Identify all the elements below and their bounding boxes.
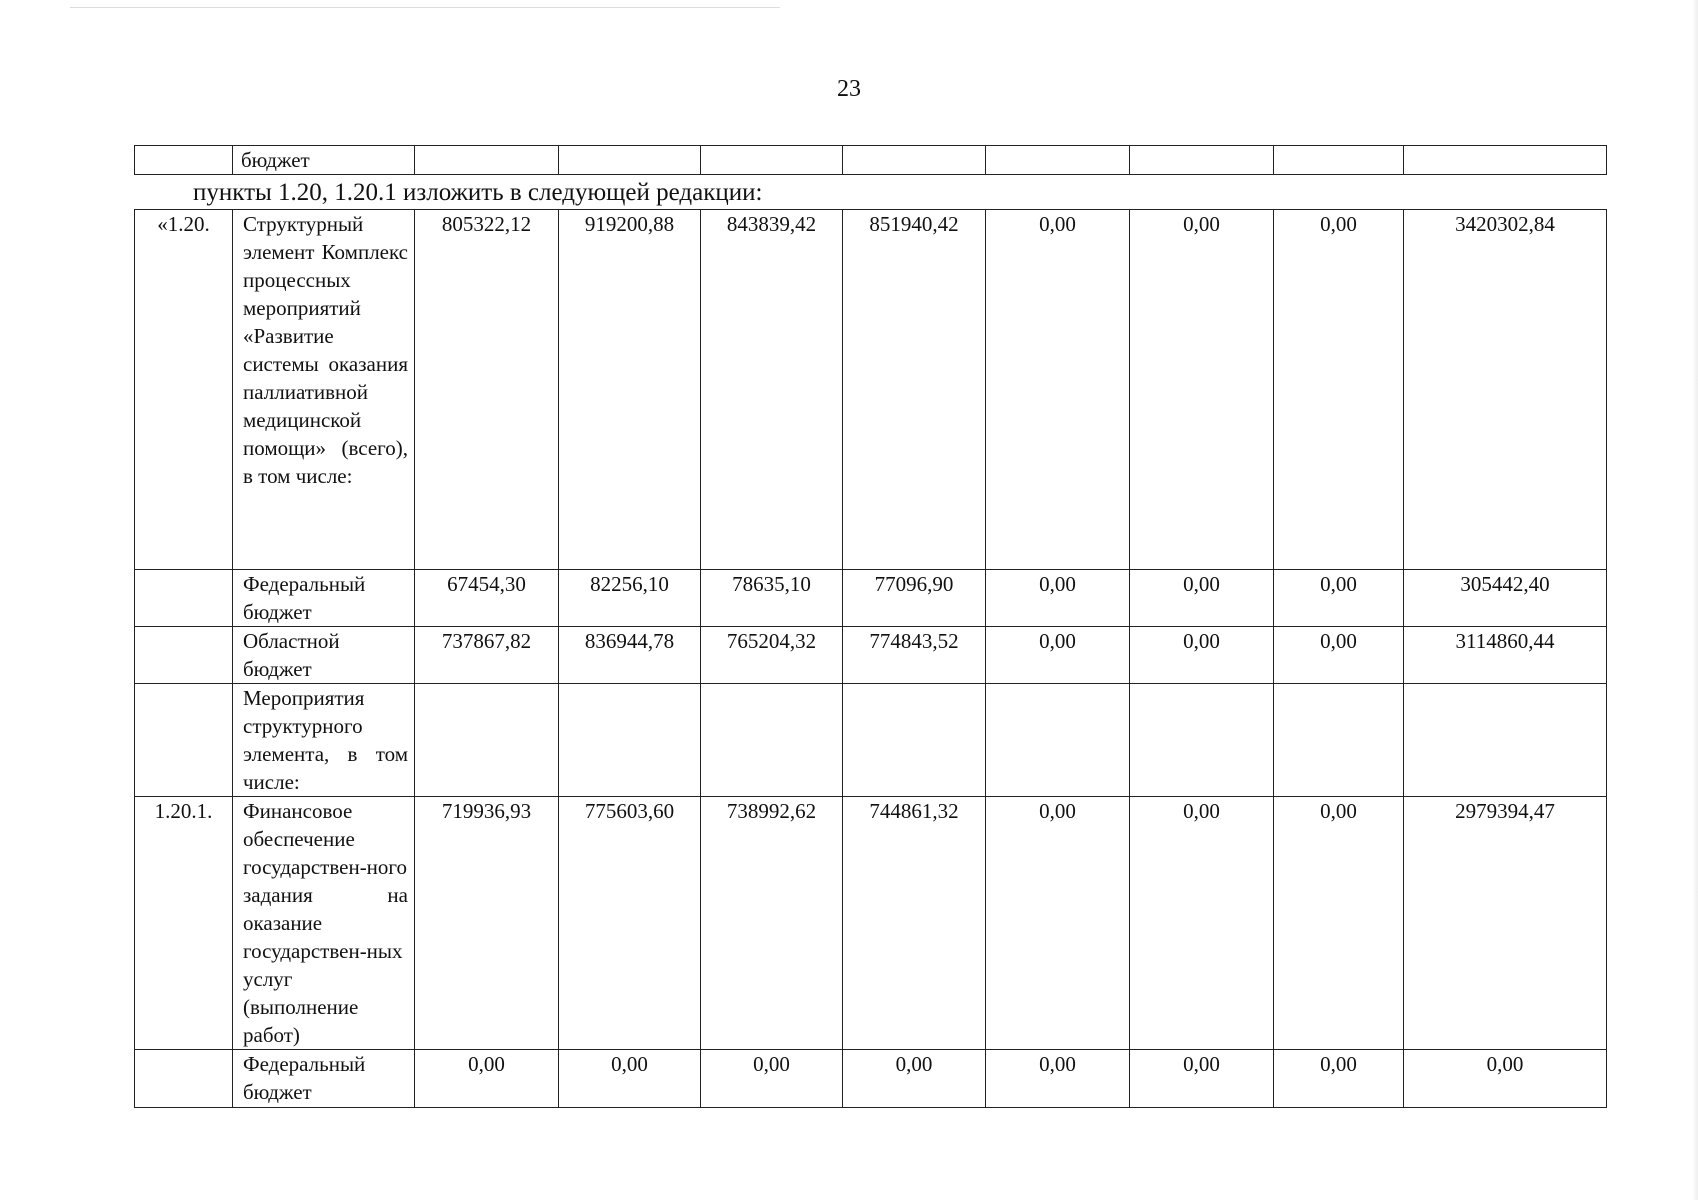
row-number xyxy=(135,1050,233,1108)
row-value: 67454,30 xyxy=(415,570,559,627)
row-value: 737867,82 xyxy=(415,627,559,684)
row-name: Федеральный бюджет xyxy=(233,570,415,627)
cell-value xyxy=(1130,146,1274,175)
row-value: 0,00 xyxy=(415,1050,559,1108)
continuation-table xyxy=(134,145,1607,175)
scan-artifact-line xyxy=(70,7,780,8)
page-number: 23 xyxy=(837,76,861,102)
table-row xyxy=(135,797,1607,1050)
row-value xyxy=(415,684,559,797)
row-value: 78635,10 xyxy=(701,570,843,627)
row-number: 1.20.1. xyxy=(135,797,233,1050)
row-name: Областной бюджет xyxy=(233,627,415,684)
row-value: 0,00 xyxy=(843,1050,986,1108)
row-value: 3420302,84 xyxy=(1404,210,1607,570)
table-row xyxy=(135,570,1607,627)
table-row xyxy=(135,684,1607,797)
cell-value xyxy=(1404,146,1607,175)
row-value: 719936,93 xyxy=(415,797,559,1050)
row-value xyxy=(559,684,701,797)
row-value: 0,00 xyxy=(1130,797,1274,1050)
cell-value xyxy=(415,146,559,175)
row-value: 305442,40 xyxy=(1404,570,1607,627)
amendment-instruction: пункты 1.20, 1.20.1 изложить в следующей редакции: xyxy=(193,179,763,206)
row-value xyxy=(843,684,986,797)
row-value: 0,00 xyxy=(986,627,1130,684)
table-row xyxy=(135,146,1607,175)
row-value: 851940,42 xyxy=(843,210,986,570)
row-value xyxy=(1130,684,1274,797)
row-value: 0,00 xyxy=(1130,210,1274,570)
row-value: 0,00 xyxy=(1130,1050,1274,1108)
row-value: 0,00 xyxy=(986,210,1130,570)
row-value: 3114860,44 xyxy=(1404,627,1607,684)
row-value: 0,00 xyxy=(1274,570,1404,627)
row-name: Мероприятия структурного элемента, в том числе: xyxy=(233,684,415,797)
row-value: 843839,42 xyxy=(701,210,843,570)
row-value: 0,00 xyxy=(1404,1050,1607,1108)
row-value: 836944,78 xyxy=(559,627,701,684)
row-value: 82256,10 xyxy=(559,570,701,627)
row-value: 0,00 xyxy=(1130,627,1274,684)
table-row xyxy=(135,210,1607,570)
row-value: 0,00 xyxy=(986,1050,1130,1108)
row-value: 0,00 xyxy=(1274,210,1404,570)
row-value: 774843,52 xyxy=(843,627,986,684)
row-value: 0,00 xyxy=(1274,1050,1404,1108)
row-name: Финансовое обеспечение государствен-ного задания на оказание государствен-ных услуг (выполнение работ) xyxy=(233,797,415,1050)
row-value: 0,00 xyxy=(1274,627,1404,684)
row-name: Федеральный бюджет xyxy=(233,1050,415,1108)
row-value: 775603,60 xyxy=(559,797,701,1050)
budget-table xyxy=(134,209,1607,1108)
row-number xyxy=(135,684,233,797)
row-value: 2979394,47 xyxy=(1404,797,1607,1050)
row-value: 919200,88 xyxy=(559,210,701,570)
cell-value xyxy=(701,146,843,175)
row-value: 744861,32 xyxy=(843,797,986,1050)
row-value xyxy=(1404,684,1607,797)
scan-edge-shadow xyxy=(1692,0,1698,1200)
row-value: 738992,62 xyxy=(701,797,843,1050)
cell-value xyxy=(843,146,986,175)
row-value xyxy=(701,684,843,797)
row-number: «1.20. xyxy=(135,210,233,570)
row-value xyxy=(986,684,1130,797)
row-value: 77096,90 xyxy=(843,570,986,627)
cell-name: бюджет xyxy=(233,146,415,175)
table-row xyxy=(135,627,1607,684)
row-value: 0,00 xyxy=(986,797,1130,1050)
row-value xyxy=(1274,684,1404,797)
row-value: 0,00 xyxy=(986,570,1130,627)
row-value: 765204,32 xyxy=(701,627,843,684)
row-number xyxy=(135,627,233,684)
cell-value xyxy=(986,146,1130,175)
row-value: 0,00 xyxy=(1130,570,1274,627)
cell-value xyxy=(559,146,701,175)
row-value: 805322,12 xyxy=(415,210,559,570)
cell-value xyxy=(1274,146,1404,175)
table-row xyxy=(135,1050,1607,1108)
row-value: 0,00 xyxy=(701,1050,843,1108)
row-name: Структурный элемент Комплекс процессных мероприятий «Развитие системы оказания паллиативной медицинской помощи» (всего), в том числе: xyxy=(233,210,415,570)
cell-index xyxy=(135,146,233,175)
row-value: 0,00 xyxy=(559,1050,701,1108)
row-number xyxy=(135,570,233,627)
row-value: 0,00 xyxy=(1274,797,1404,1050)
